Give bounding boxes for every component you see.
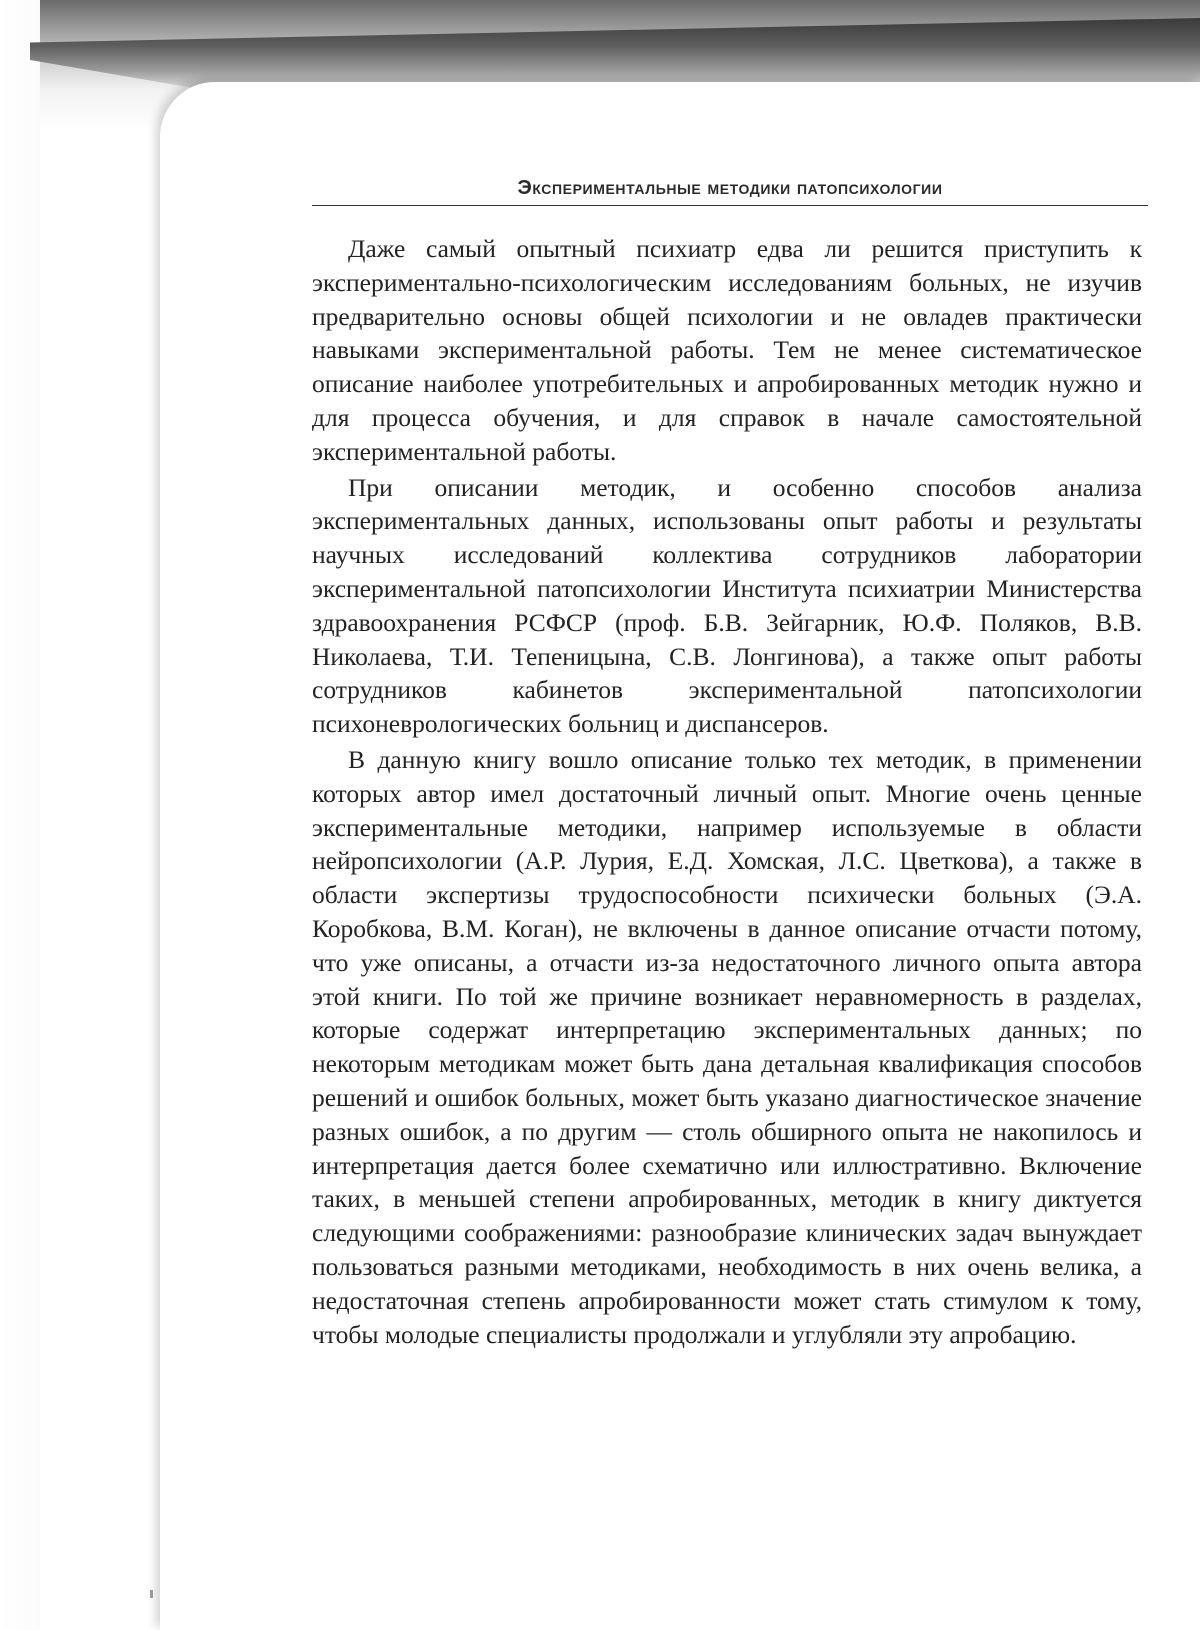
header-rule [312, 205, 1148, 206]
scan-mark [150, 1590, 153, 1598]
body-text [312, 232, 1142, 1351]
paragraph: В данную книгу вошло описание только тех методик, в применении которых автор имел достаточный личный опыт. Многие очень ценные экспериментальные методики, например используемые в области нейропсихологии (А.Р. Лурия, Е.Д. Хомская, Л.С. Цветкова), а также в области экспертизы трудоспособности психически больных (Э.А. Коробкова, В.М. Коган), не включены в данное описание отчасти потому, что уже описаны, а отчасти из-за недостаточного личного опыта автора этой книги. По той же причине возникает неравномерность в разделах, которые содержат интерпретацию экспериментальных данных; по некоторым методикам может быть дана детальная квалификация способов решений и ошибок больных, может быть указано диагностическое значение разных ошибок, а по другим — столь обширного опыта не накопилось и интерпретация дается более схематично или иллюстративно. Включение таких, в меньшей степени апробированных, методик в книгу диктуется следующими соображениями: разнообразие клинических задач вынуждает пользоваться разными методиками, необходимость в них очень велика, а недостаточная степень апробированности может стать стимулом к тому, чтобы молодые специалисты продолжали и углубляли эту апробацию. [312, 744, 1142, 1349]
scan-left-margin [0, 0, 40, 1630]
paragraph: Даже самый опытный психиатр едва ли решится приступить к экспериментально-психологическим исследованиям больных, не изучив предварительно основы общей психологии и не овладев практически навыками экспериментальной работы. Тем не менее систематическое описание наиболее употребительных и апробированных методик нужно и для процесса обучения, и для справок в начале самостоятельной экспериментальной работы. [312, 234, 1142, 466]
paragraph: При описании методик, и особенно способов анализа экспериментальных данных, использованы опыт работы и результаты научных исследований коллектива сотрудников лаборатории экспериментальной патопсихологии Института психиатрии Министерства здравоохранения РСФСР (проф. Б.В. Зейгарник, Ю.Ф. Поляков, В.В. Николаева, Т.И. Тепеницына, С.В. Лонгинова), а также опыт работы сотрудников кабинетов экспериментальной патопсихологии психоневрологических больниц и диспансеров. [312, 472, 1142, 739]
running-head: Экспериментальные методики патопсихологии [517, 177, 943, 199]
